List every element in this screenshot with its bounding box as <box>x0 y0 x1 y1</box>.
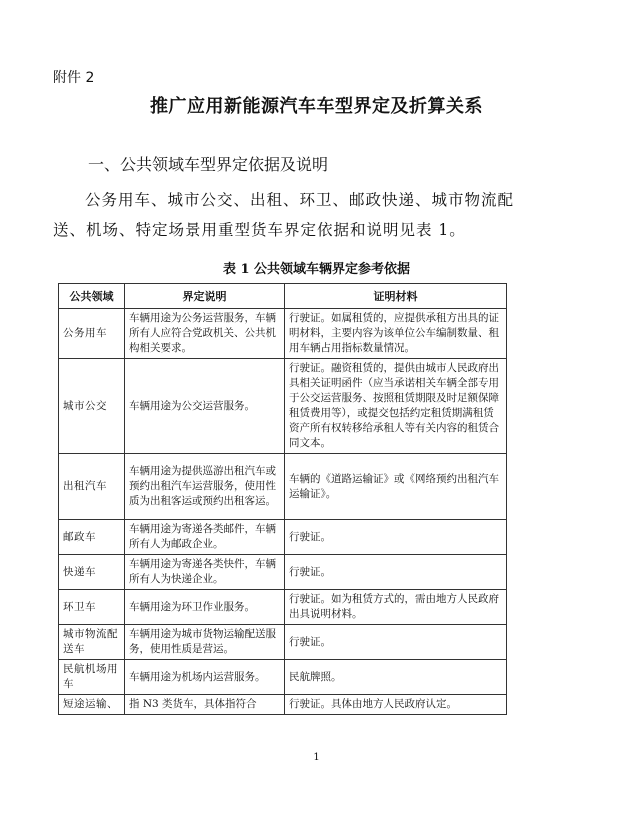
row-definition: 车辆用途为寄递各类邮件，车辆所有人为邮政企业。 <box>125 520 285 555</box>
table-row <box>59 590 507 625</box>
table-row <box>59 555 507 590</box>
table-row <box>59 454 507 520</box>
row-definition: 车辆用途为提供巡游出租汽车或预约出租汽车运营服务，使用性质为出租客运或预约出租客运。 <box>125 454 285 520</box>
header-evidence: 证明材料 <box>285 284 507 309</box>
row-definition: 车辆用途为公交运营服务。 <box>125 359 285 454</box>
row-category: 城市公交 <box>59 359 125 454</box>
row-category: 环卫车 <box>59 590 125 625</box>
row-evidence: 民航牌照。 <box>285 660 507 695</box>
table-header-row <box>59 284 507 309</box>
row-evidence: 行驶证。 <box>285 625 507 660</box>
row-definition: 车辆用途为寄递各类快件，车辆所有人为快递企业。 <box>125 555 285 590</box>
document-title: 推广应用新能源汽车车型界定及折算关系 <box>150 96 483 117</box>
table-row <box>59 359 507 454</box>
row-definition: 车辆用途为机场内运营服务。 <box>125 660 285 695</box>
row-definition: 车辆用途为城市货物运输配送服务，使用性质是营运。 <box>125 625 285 660</box>
row-evidence: 行驶证。如为租赁方式的，需由地方人民政府出具说明材料。 <box>285 590 507 625</box>
section-heading: 一、公共领域车型界定依据及说明 <box>88 155 329 174</box>
table-row <box>59 520 507 555</box>
row-evidence: 行驶证。融资租赁的，提供由城市人民政府出具相关证明函件（应当承诺相关车辆全部专用于公交运营服务、按照租赁期限及时足额保障租赁费用等），或提交包括约定租赁期满租赁资产所有权转移给承租人等有关内容的租赁合同文本。 <box>285 359 507 454</box>
table-row <box>59 660 507 695</box>
table-row <box>59 625 507 660</box>
row-category: 快递车 <box>59 555 125 590</box>
header-category: 公共领域 <box>59 284 125 309</box>
row-definition: 指 N3 类货车，具体指符合 <box>125 695 285 715</box>
row-evidence: 行驶证。具体由地方人民政府认定。 <box>285 695 507 715</box>
row-category: 短途运输、 <box>59 695 125 715</box>
table-caption: 表 1 公共领域车辆界定参考依据 <box>222 262 411 277</box>
row-category: 公务用车 <box>59 309 125 359</box>
row-evidence: 行驶证。如属租赁的，应提供承租方出具的证明材料，主要内容为该单位公车编制数量、租用车辆占用指标数量情况。 <box>285 309 507 359</box>
attachment-label: 附件 2 <box>53 70 95 86</box>
row-category: 民航机场用车 <box>59 660 125 695</box>
row-definition: 车辆用途为环卫作业服务。 <box>125 590 285 625</box>
row-evidence: 车辆的《道路运输证》或《网络预约出租汽车运输证》。 <box>285 454 507 520</box>
row-category: 出租汽车 <box>59 454 125 520</box>
intro-paragraph: 公务用车、城市公交、出租、环卫、邮政快递、城市物流配送、机场、特定场景用重型货车界定依据和说明见表 1。 <box>53 191 515 239</box>
row-evidence: 行驶证。 <box>285 520 507 555</box>
page-number: 1 <box>313 752 320 763</box>
row-definition: 车辆用途为公务运营服务，车辆所有人应符合党政机关、公共机构相关要求。 <box>125 309 285 359</box>
table-row <box>59 309 507 359</box>
row-category: 城市物流配送车 <box>59 625 125 660</box>
table-row <box>59 695 507 715</box>
row-evidence: 行驶证。 <box>285 555 507 590</box>
header-definition: 界定说明 <box>125 284 285 309</box>
row-category: 邮政车 <box>59 520 125 555</box>
reference-table <box>58 283 507 715</box>
